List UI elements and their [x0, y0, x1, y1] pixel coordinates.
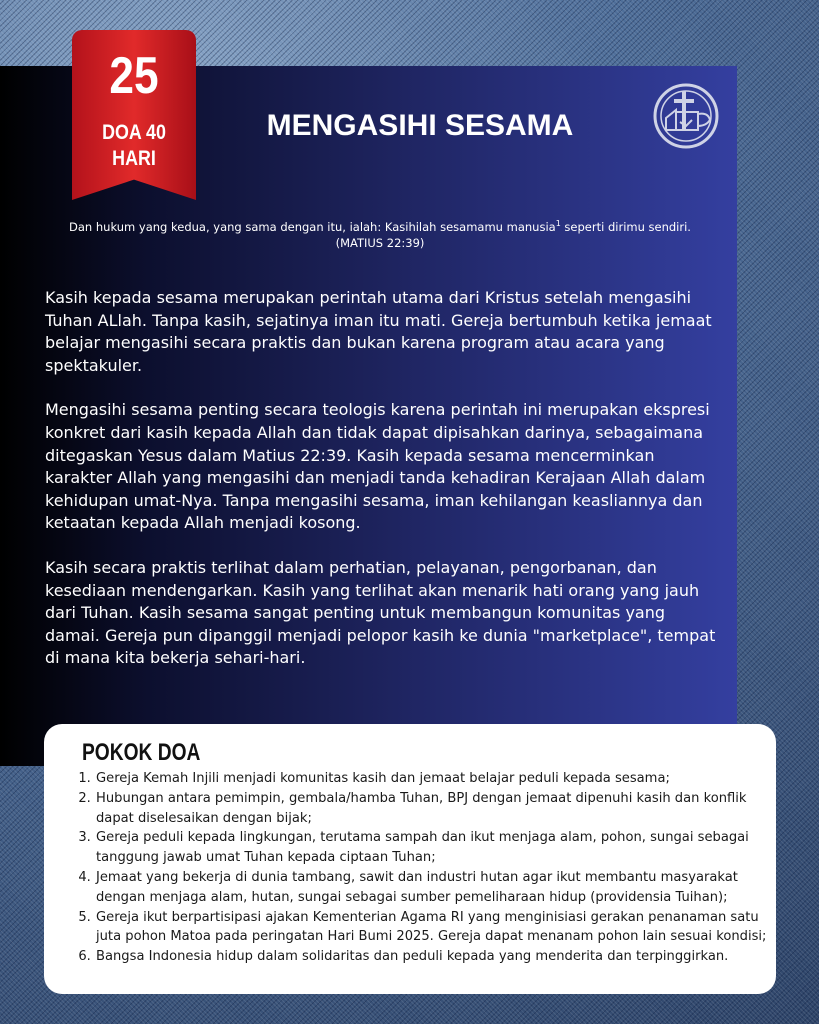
- paragraph: Kasih kepada sesama merupakan perintah utama dari Kristus setelah mengasihi Tuhan ALlah. Tanpa kasih, sejatinya iman itu mati. Gereja bertumbuh ketika jemaat belajar mengasihi secara praktis dan bukan karena program atau acara yang spektakuler.: [45, 288, 712, 375]
- list-item: 5. Gereja ikut berpartisipasi ajakan Kementerian Agama RI yang menginisiasi gerakan penanaman satu juta pohon Matoa pada peringatan Hari Bumi 2025. Gereja dapat menanam pohon lain sesuai kondisi;: [95, 908, 775, 948]
- prayer-points-card: [44, 724, 776, 994]
- verse-reference: (MATIUS 22:39): [335, 235, 425, 250]
- list-item: 2. Hubungan antara pemimpin, gembala/hamba Tuhan, BPJ dengan jemaat dipenuhi kasih dan konflik dapat diselesaikan dengan bijak;: [95, 789, 775, 829]
- list-item: 1. Gereja Kemah Injili menjadi komunitas kasih dan jemaat belajar peduli kepada sesama;: [95, 769, 775, 789]
- prayer-list: [78, 769, 775, 967]
- day-number: 25: [109, 47, 159, 105]
- page-title: MENGASIHI SESAMA: [266, 109, 574, 142]
- prayer-title: POKOK DOA: [82, 739, 201, 766]
- paragraph: Kasih secara praktis terlihat dalam perhatian, pelayanan, pengorbanan, dan kesediaan mendengarkan. Kasih yang terlihat akan menarik hati orang yang jauh dari Tuhan. Kasih sesama sangat penting untuk membangun komunitas yang damai. Gereja pun dipanggil menjadi pelopor kasih ke dunia "marketplace", tempat di mana kita bekerja sehari-hari.: [45, 557, 716, 668]
- scripture-verse: [30, 216, 730, 251]
- list-item: 6. Bangsa Indonesia hidup dalam solidaritas dan peduli kepada yang menderita dan terpinggirkan.: [95, 947, 775, 967]
- verse-text: Dan hukum yang kedua, yang sama dengan itu, ialah: Kasihilah sesamamu manusia: [69, 219, 556, 234]
- list-item: 3. Gereja peduli kepada lingkungan, terutama sampah dan ikut menjaga alam, pohon, sungai sebagai tanggung jawab umat Tuhan kepada ciptaan Tuhan;: [95, 828, 775, 868]
- series-label: DOA 40 HARI: [102, 121, 166, 170]
- devotional-body: [45, 287, 720, 692]
- verse-footnote: 1: [555, 219, 561, 228]
- verse-text-end: seperti dirimu sendiri.: [560, 219, 691, 234]
- paragraph: Mengasihi sesama penting secara teologis karena perintah ini merupakan ekspresi konkret dari kasih kepada Allah dan tidak dapat dipisahkan darinya, sebagaimana ditegaskan Yesus dalam Matius 22:39. Kasih kepada sesama mencerminkan karakter Allah yang mengasihi dan menjadi tanda kehadiran Kerajaan Allah dalam kehidupan umat-Nya. Tanpa mengasihi sesama, iman kehilangan keasliannya dan ketaatan kepada Allah menjadi kosong.: [45, 400, 710, 533]
- church-emblem-icon: [652, 82, 720, 150]
- list-item: 4. Jemaat yang bekerja di dunia tambang, sawit dan industri hutan agar ikut membantu masyarakat dengan menjaga alam, hutan, sungai sebagai sumber pemeliharaan hidup (providensia Tuihan);: [95, 868, 775, 908]
